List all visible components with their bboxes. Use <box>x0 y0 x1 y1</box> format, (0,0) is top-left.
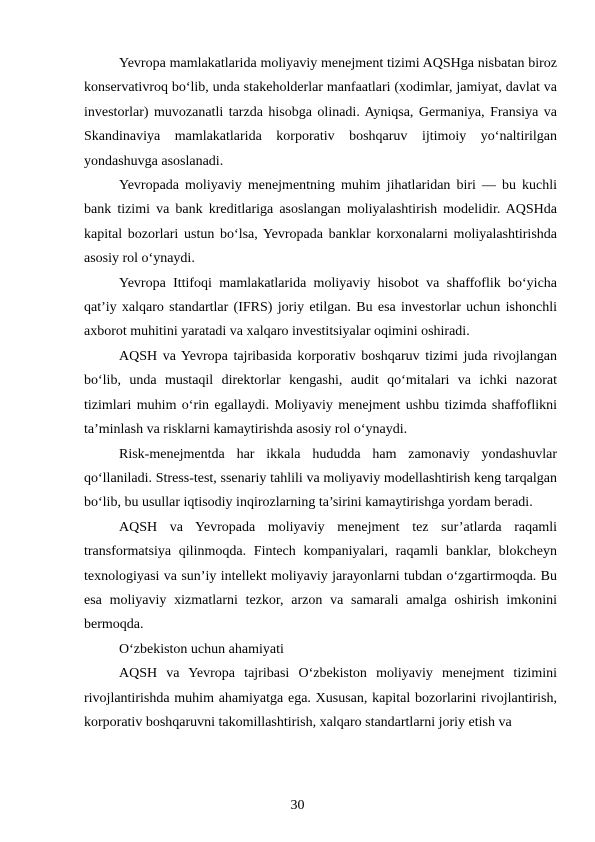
paragraph-digital-transformation: AQSH va Yevropada moliyaviy menejment tez sur’atlarda raqamli transformatsiya qilinmoqda. Fintech kompaniyalari, raqamli banklar, blokcheyn texnologiyasi va sun’iy intellekt moliyaviy jarayonlarni tubdan o‘zgartirmoqda. Bu esa moliyaviy xizmatlarni tezkor, arzon va samarali amalga oshirish imkonini bermoqda. <box>84 519 557 633</box>
paragraph-ifrs-standards: Yevropa Ittifoqi mamlakatlarida moliyaviy hisobot va shaffoflik bo‘yicha qat’iy xalqaro standartlar (IFRS) joriy etilgan. Bu esa investorlar uchun ishonchli axborot muhitini yaratadi va xalqaro investitsiyalar oqimini oshiradi. <box>84 275 557 340</box>
paragraph-risk-management: Risk-menejmentda har ikkala hududda ham zamonaviy yondashuvlar qo‘llaniladi. Stress-test, ssenariy tahlili va moliyaviy modellashtirish keng tarqalgan bo‘lib, bu usullar iqtisodiy inqirozlarning ta’sirini kamaytirishga yordam beradi. <box>84 446 557 511</box>
paragraph-uzbekistan-importance: AQSH va Yevropa tajribasi O‘zbekiston moliyaviy menejment tizimini rivojlantirishda muhim ahamiyatga ega. Xususan, kapital bozorlarini rivojlantirish, korporativ boshqaruvni takomillashtirish, xalqaro standartlarni joriy etish va <box>84 666 557 730</box>
document-body <box>84 52 557 735</box>
paragraph-europe-conservative: Yevropa mamlakatlarida moliyaviy menejment tizimi AQSHga nisbatan biroz konservativroq bo‘lib, unda stakeholderlar manfaatlari (xodimlar, jamiyat, davlat va investorlar) muvozanatli tarzda hisobga olinadi. Ayniqsa, Germaniya, Fransiya va Skandinaviya mamlakatlarida korporativ boshqaruv ijtimoiy yo‘naltirilgan yondashuvga asoslanadi. <box>84 56 557 169</box>
section-heading-uzbekistan: O‘zbekiston uchun ahamiyati <box>119 641 284 657</box>
paragraph-corporate-governance: AQSH va Yevropa tajribasida korporativ boshqaruv tizimi juda rivojlangan bo‘lib, unda mustaqil direktorlar kengashi, audit qo‘mitalari va ichki nazorat tizimlari muhim o‘rin egallaydi. Moliyaviy menejment ushbu tizimda shaffoflikni ta’minlash va risklarni kamaytirishda asosiy rol o‘ynaydi. <box>84 348 557 438</box>
paragraph-bank-system: Yevropada moliyaviy menejmentning muhim jihatlaridan biri — bu kuchli bank tizimi va bank kreditlariga asoslangan moliyalashtirish modelidir. AQSHda kapital bozorlari ustun bo‘lsa, Yevropada banklar korxonalarni moliyalashtirishda asosiy rol o‘ynaydi. <box>84 178 557 267</box>
page-number: 30 <box>290 798 305 813</box>
